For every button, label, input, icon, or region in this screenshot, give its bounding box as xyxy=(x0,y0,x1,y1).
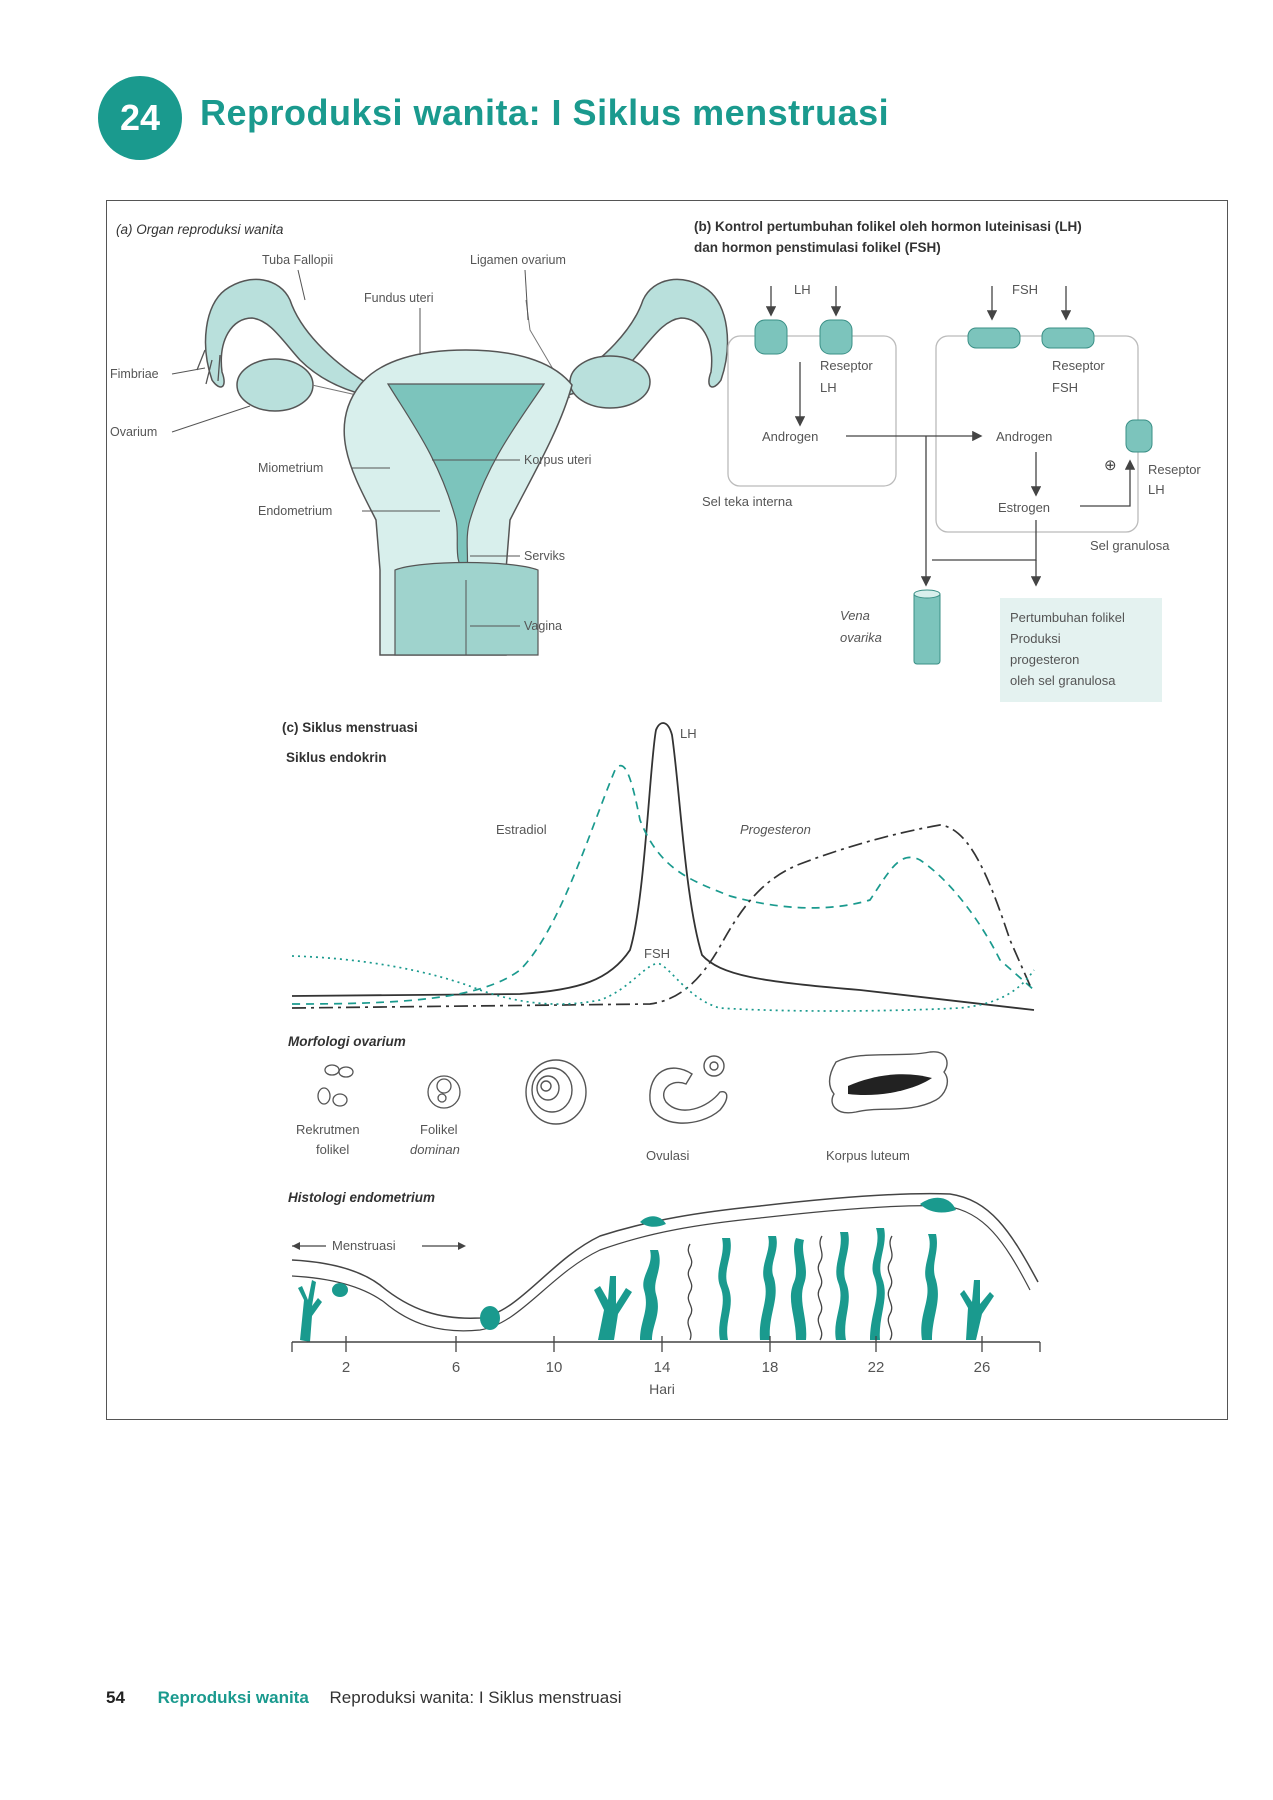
fsh-receptor-2 xyxy=(1042,328,1094,348)
corpus-luteum xyxy=(830,1052,948,1113)
page-footer xyxy=(106,1688,622,1708)
tick-6: 6 xyxy=(451,1359,461,1376)
outcome-line3: progesteron xyxy=(1010,652,1080,667)
fsh-receptor-1 xyxy=(968,328,1020,348)
label-ovarium: Ovarium xyxy=(110,425,158,439)
label-tuba: Tuba Fallopii xyxy=(262,253,334,267)
label-miometrium: Miometrium xyxy=(258,461,324,475)
fsh-curve-label: FSH xyxy=(644,946,670,961)
chapter-number-badge: 24 xyxy=(98,76,182,160)
x-axis-tick-labels xyxy=(342,1359,991,1376)
lh-curve xyxy=(292,723,1034,1010)
reseptor-lh-sub: LH xyxy=(820,380,837,395)
panel-c-menstrual-cycle xyxy=(282,720,1040,1397)
sel-teka-label: Sel teka interna xyxy=(702,494,793,509)
page-title: Reproduksi wanita: I Siklus menstruasi xyxy=(200,92,890,133)
footer-section: Reproduksi wanita xyxy=(157,1688,309,1707)
tick-10: 10 xyxy=(545,1359,563,1376)
rekrutmen-label-2: folikel xyxy=(316,1142,350,1157)
outcome-line2: Produksi xyxy=(1010,631,1061,646)
dominant-follicle xyxy=(428,1076,460,1108)
panel-b-title-line2: dan hormon penstimulasi folikel (FSH) xyxy=(694,240,941,255)
estrogen-label: Estrogen xyxy=(998,500,1051,515)
secretory-glands xyxy=(688,1236,892,1340)
reseptor-lh-granulosa: Reseptor xyxy=(1148,462,1201,477)
label-fimbriae: Fimbriae xyxy=(110,367,159,381)
ovary-title: Morfologi ovarium xyxy=(288,1034,406,1049)
endometrial-glands xyxy=(298,1198,994,1342)
plus-sign: ⊕ xyxy=(1104,457,1117,474)
panel-b-follicle-control xyxy=(694,219,1201,702)
progesteron-label: Progesteron xyxy=(740,822,811,837)
panel-c-title: (c) Siklus menstruasi xyxy=(282,720,418,735)
label-vagina: Vagina xyxy=(524,619,562,633)
label-korpus: Korpus uteri xyxy=(524,453,592,467)
lh-curve-label: LH xyxy=(680,726,697,741)
endometrium-surface xyxy=(292,1194,1038,1319)
label-endometrium: Endometrium xyxy=(258,504,333,518)
androgen-granulosa: Androgen xyxy=(996,429,1053,444)
tick-26: 26 xyxy=(973,1359,991,1376)
sel-granulosa-label: Sel granulosa xyxy=(1090,538,1170,553)
left-ovary xyxy=(237,359,313,411)
rekrutmen-label-1: Rekrutmen xyxy=(296,1122,360,1137)
mature-follicle xyxy=(526,1060,586,1124)
estradiol-curve xyxy=(292,766,1034,1004)
outcome-line4: oleh sel granulosa xyxy=(1010,673,1116,688)
vena-ovarika-vessel xyxy=(914,592,940,664)
outcome-line1: Pertumbuhan folikel xyxy=(1010,610,1125,625)
progesteron-curve xyxy=(292,825,1032,1008)
korpus-luteum-label: Korpus luteum xyxy=(826,1148,910,1163)
dominan-label-1: Folikel xyxy=(420,1122,458,1137)
label-ligamen: Ligamen ovarium xyxy=(470,253,566,267)
recruited-follicles xyxy=(318,1065,353,1106)
lh-receptor-2 xyxy=(820,320,852,354)
right-ovary xyxy=(570,356,650,408)
footer-running-title: Reproduksi wanita: I Siklus menstruasi xyxy=(329,1688,622,1707)
endocrine-title: Siklus endokrin xyxy=(286,750,387,765)
tick-18: 18 xyxy=(761,1359,779,1376)
vena-label-2: ovarika xyxy=(840,630,882,645)
lh-receptor-granulosa xyxy=(1126,420,1152,452)
ovulasi-label: Ovulasi xyxy=(646,1148,690,1163)
panel-a-uterus xyxy=(110,222,727,655)
reseptor-fsh-label: Reseptor xyxy=(1052,358,1105,373)
label-fundus: Fundus uteri xyxy=(364,291,434,305)
x-axis-label: Hari xyxy=(649,1381,675,1397)
menstruasi-label: Menstruasi xyxy=(332,1238,396,1253)
lh-receptor-1 xyxy=(755,320,787,354)
panel-b-title-line1: (b) Kontrol pertumbuhan folikel oleh hormon luteinisasi (LH) xyxy=(694,219,1082,234)
panel-a-title: (a) Organ reproduksi wanita xyxy=(116,222,284,237)
tick-22: 22 xyxy=(867,1359,885,1376)
page-number: 54 xyxy=(106,1688,125,1707)
reseptor-lh-granulosa-sub: LH xyxy=(1148,482,1165,497)
tick-2: 2 xyxy=(341,1359,351,1376)
reseptor-lh-label: Reseptor xyxy=(820,358,873,373)
endometrium-title: Histologi endometrium xyxy=(288,1190,436,1205)
vena-label-1: Vena xyxy=(840,608,870,623)
reseptor-fsh-sub: FSH xyxy=(1052,380,1078,395)
fsh-curve xyxy=(292,956,1034,1011)
lh-label: LH xyxy=(794,282,811,297)
estradiol-label: Estradiol xyxy=(496,822,547,837)
ovulation-follicle xyxy=(650,1056,727,1123)
fsh-label: FSH xyxy=(1012,282,1038,297)
dominan-label-2: dominan xyxy=(410,1142,460,1157)
label-serviks: Serviks xyxy=(524,549,565,563)
androgen-theca: Androgen xyxy=(762,429,819,444)
tick-14: 14 xyxy=(653,1359,671,1376)
